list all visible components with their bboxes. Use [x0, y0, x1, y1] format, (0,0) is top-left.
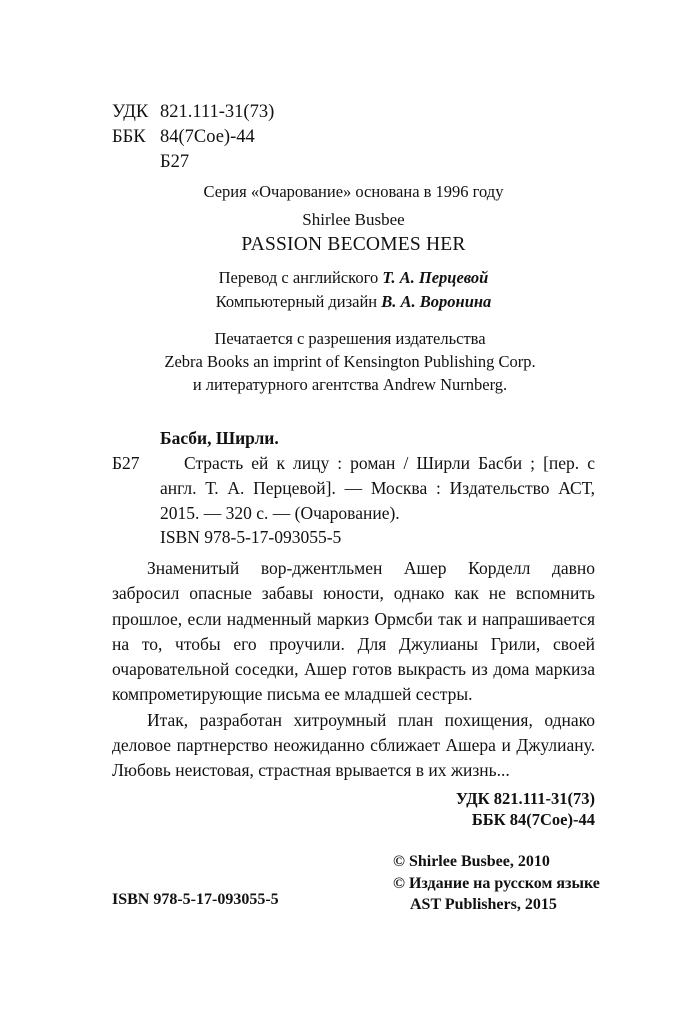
cip-body: [112, 451, 595, 526]
annotation-paragraph-1: Знаменитый вор-джентльмен Ашер Корделл давно забросил опасные забавы юности, однако как не вспомнить прошлое, если надменный маркиз Ормсби так и напрашивается на то, чтобы его проучили. Для Джулианы Грили, своей очаровательной соседки, Ашер готов выкрасть из дома маркиза компрометирующие письма ее младшей сестры.: [112, 558, 595, 705]
permission-line-3: и литературного агентства Andrew Nurnberg.: [192, 375, 508, 394]
cip-record: [112, 426, 595, 526]
original-title: PASSION BECOMES HER: [241, 234, 466, 255]
permission-block: [100, 327, 600, 396]
cip-author-heading: Басби, Ширли.: [160, 428, 279, 448]
copyright-line-2: © Издание на русском языке: [393, 874, 600, 892]
annotation-block: [112, 556, 595, 784]
shelf-code-head-row: [112, 150, 274, 175]
udk-foot: УДК 821.111-31(73): [455, 789, 595, 808]
bbk-label: ББК: [112, 127, 146, 147]
design-label: Компьютерный дизайн: [215, 291, 378, 311]
udk-label: УДК: [112, 102, 149, 122]
copyright-line-1: © Shirlee Busbee, 2010: [393, 853, 550, 870]
shelf-code-head: Б27: [160, 152, 190, 172]
original-author: Shirlee Busbee: [302, 210, 405, 229]
translation-row: [112, 266, 595, 290]
copyright-line-3: AST Publishers, 2015: [410, 896, 557, 913]
bbk-value: 84(7Сое)-44: [160, 127, 255, 147]
credits-block: [112, 266, 595, 313]
design-row: [112, 290, 595, 314]
permission-line-2: Zebra Books an imprint of Kensington Publishing Corp.: [164, 352, 536, 371]
classification-head-block: [112, 100, 274, 175]
udk-value: 821.111-31(73): [160, 102, 275, 122]
bbk-head-row: [112, 125, 274, 150]
series-line: Серия «Очарование» основана в 1996 году: [203, 182, 504, 201]
translator-name: Т. А. Перцевой: [382, 268, 489, 287]
copyright-block: [393, 851, 623, 916]
translation-label: Перевод с английского: [218, 268, 379, 287]
shelf-code-cip: Б27: [112, 453, 140, 473]
cip-description: Страсть ей к лицу : роман / Ширли Басби ; [пер. с англ. Т. А. Перцевой]. — Москва : Издательство АСТ, 2015. — 320 с. — (Очарование).: [160, 453, 595, 523]
annotation-paragraph-2: Итак, разработан хитроумный план похищения, однако деловое партнерство неожиданно сближает Ашера и Джулиану. Любовь неистовая, страстная врывается в их жизнь...: [112, 709, 595, 781]
designer-name: В. А. Воронина: [381, 291, 492, 311]
permission-line-1: Печатается с разрешения издательства: [214, 329, 486, 348]
classification-foot-block: [300, 788, 595, 830]
udk-head-row: [112, 100, 274, 125]
isbn-inner: ISBN 978-5-17-093055-5: [160, 527, 342, 547]
isbn-foot: ISBN 978-5-17-093055-5: [112, 891, 279, 908]
bbk-foot: ББК 84(7Сое)-44: [471, 810, 595, 829]
